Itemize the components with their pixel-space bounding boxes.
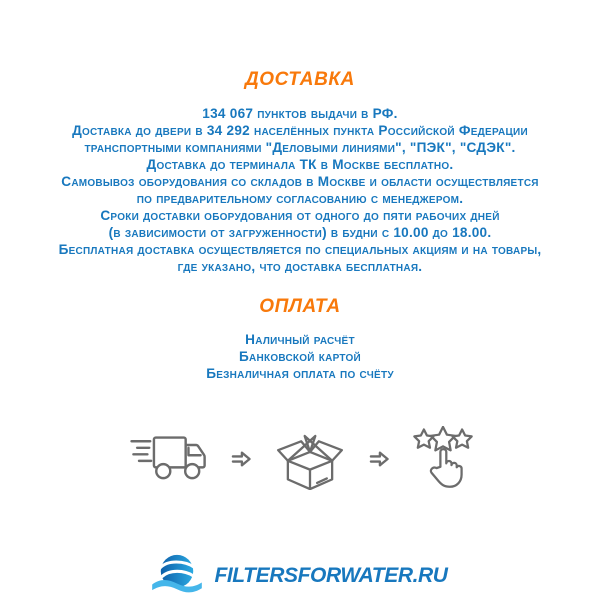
payment-line: Наличный расчёт [245, 332, 355, 347]
delivery-process-icons [125, 426, 475, 492]
site-logo[interactable] [152, 552, 447, 599]
delivery-info-text [20, 105, 580, 275]
delivery-line: Сроки доставки оборудования от одного до пяти рабочих дней [100, 208, 500, 223]
delivery-line: по предварительному согласованию с менеджером. [136, 191, 464, 206]
payment-line: Банковской картой [239, 349, 361, 364]
arrow-right-icon [368, 450, 390, 468]
delivery-truck-icon [125, 429, 209, 489]
delivery-line: Бесплатная доставка осуществляется по специальных акциям и на товары, [58, 242, 542, 257]
delivery-line: Доставка до двери в 34 292 населённых пункта Российской Федерации [72, 123, 528, 138]
payment-line: Безналичная оплата по счёту [206, 366, 394, 381]
logo-text: FILTERSFORWATER.RU [214, 563, 448, 587]
payment-section-title: ОПЛАТА [259, 296, 341, 317]
delivery-line: Самовывоз оборудования со складов в Москве и области осуществляется [61, 174, 539, 189]
delivery-line: где указано, что доставка бесплатная. [177, 259, 423, 274]
delivery-section-title: ДОСТАВКА [244, 69, 356, 90]
delivery-line: 134 067 пунктов выдачи в РФ. [202, 106, 398, 121]
rating-stars-hand-icon [411, 426, 475, 492]
delivery-line: (в зависимости от загруженности) в будни с 10.00 до 18.00. [108, 225, 492, 240]
water-wave-logo-icon [152, 552, 202, 599]
delivery-line: транспортными компаниями "Деловыми линиями", "ПЭК", "СДЭК". [84, 140, 516, 155]
payment-info-text [20, 331, 580, 382]
arrow-right-icon [230, 450, 252, 468]
delivery-line: Доставка до терминала ТК в Москве бесплатно. [146, 157, 454, 172]
open-box-icon [273, 428, 347, 490]
